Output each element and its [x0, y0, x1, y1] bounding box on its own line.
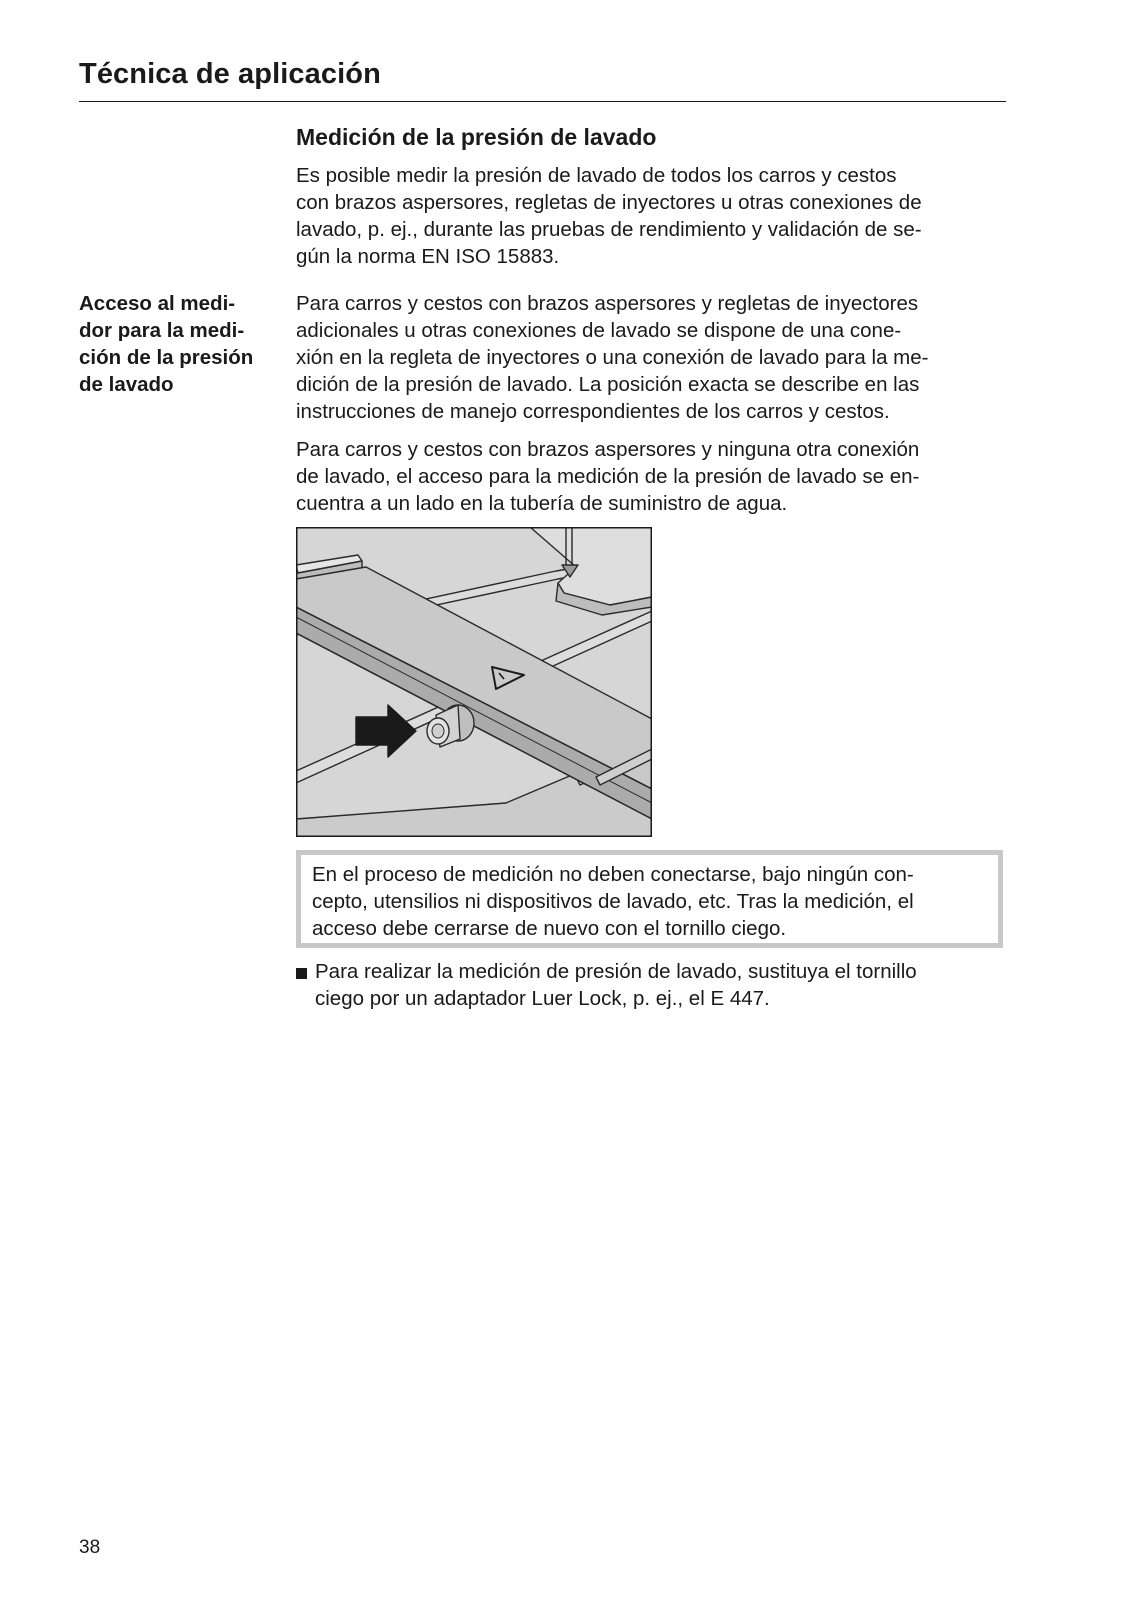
text-line: En el proceso de medición no deben conectarse, bajo ningún con-: [312, 863, 914, 886]
section-title: Medición de la presión de lavado: [296, 124, 657, 150]
text-line: Es posible medir la presión de lavado de todos los carros y cestos: [296, 164, 897, 187]
heading-line: Acceso al medi-: [79, 292, 236, 315]
text-line: Para realizar la medición de presión de lavado, sustituya el tornillo: [315, 960, 917, 983]
note-text: [312, 861, 914, 942]
heading-line: de lavado: [79, 373, 174, 396]
text-line: instrucciones de manejo correspondientes de los carros y cestos.: [296, 400, 890, 423]
text-line: acceso debe cerrarse de nuevo con el tornillo ciego.: [312, 917, 787, 940]
text-line: xión en la regleta de inyectores o una conexión de lavado para la me-: [296, 346, 929, 369]
text-line: lavado, p. ej., durante las pruebas de rendimiento y validación de se-: [296, 218, 922, 241]
heading-line: dor para la medi-: [79, 319, 245, 342]
text-line: cuentra a un lado en la tubería de suministro de agua.: [296, 492, 788, 515]
text-line: de lavado, el acceso para la medición de la presión de lavado se en-: [296, 465, 920, 488]
text-line: con brazos aspersores, regletas de inyectores u otras conexiones de: [296, 191, 922, 214]
text-line: dición de la presión de lavado. La posición exacta se describe en las: [296, 373, 920, 396]
side-heading-access: [79, 290, 279, 398]
water-supply-pipe-illustration: [296, 527, 652, 837]
page-header-title: Técnica de aplicación: [79, 58, 381, 90]
instruction-text: [315, 958, 917, 1012]
access-paragraph-1: [296, 290, 1010, 425]
text-line: cepto, utensilios ni dispositivos de lavado, etc. Tras la medición, el: [312, 890, 914, 913]
heading-line: ción de la presión: [79, 346, 254, 369]
access-paragraph-2: [296, 436, 1010, 517]
text-line: adicionales u otras conexiones de lavado se dispone de una cone-: [296, 319, 902, 342]
header-divider: [79, 101, 1006, 102]
note-box: [296, 850, 1003, 948]
text-line: gún la norma EN ISO 15883.: [296, 245, 560, 268]
page-number: 38: [79, 1537, 101, 1558]
intro-paragraph: [296, 162, 1010, 270]
square-bullet-icon: [296, 968, 307, 979]
text-line: Para carros y cestos con brazos aspersores y ninguna otra conexión: [296, 438, 920, 461]
text-line: ciego por un adaptador Luer Lock, p. ej., el E 447.: [315, 987, 770, 1010]
text-line: Para carros y cestos con brazos aspersores y regletas de inyectores: [296, 292, 919, 315]
